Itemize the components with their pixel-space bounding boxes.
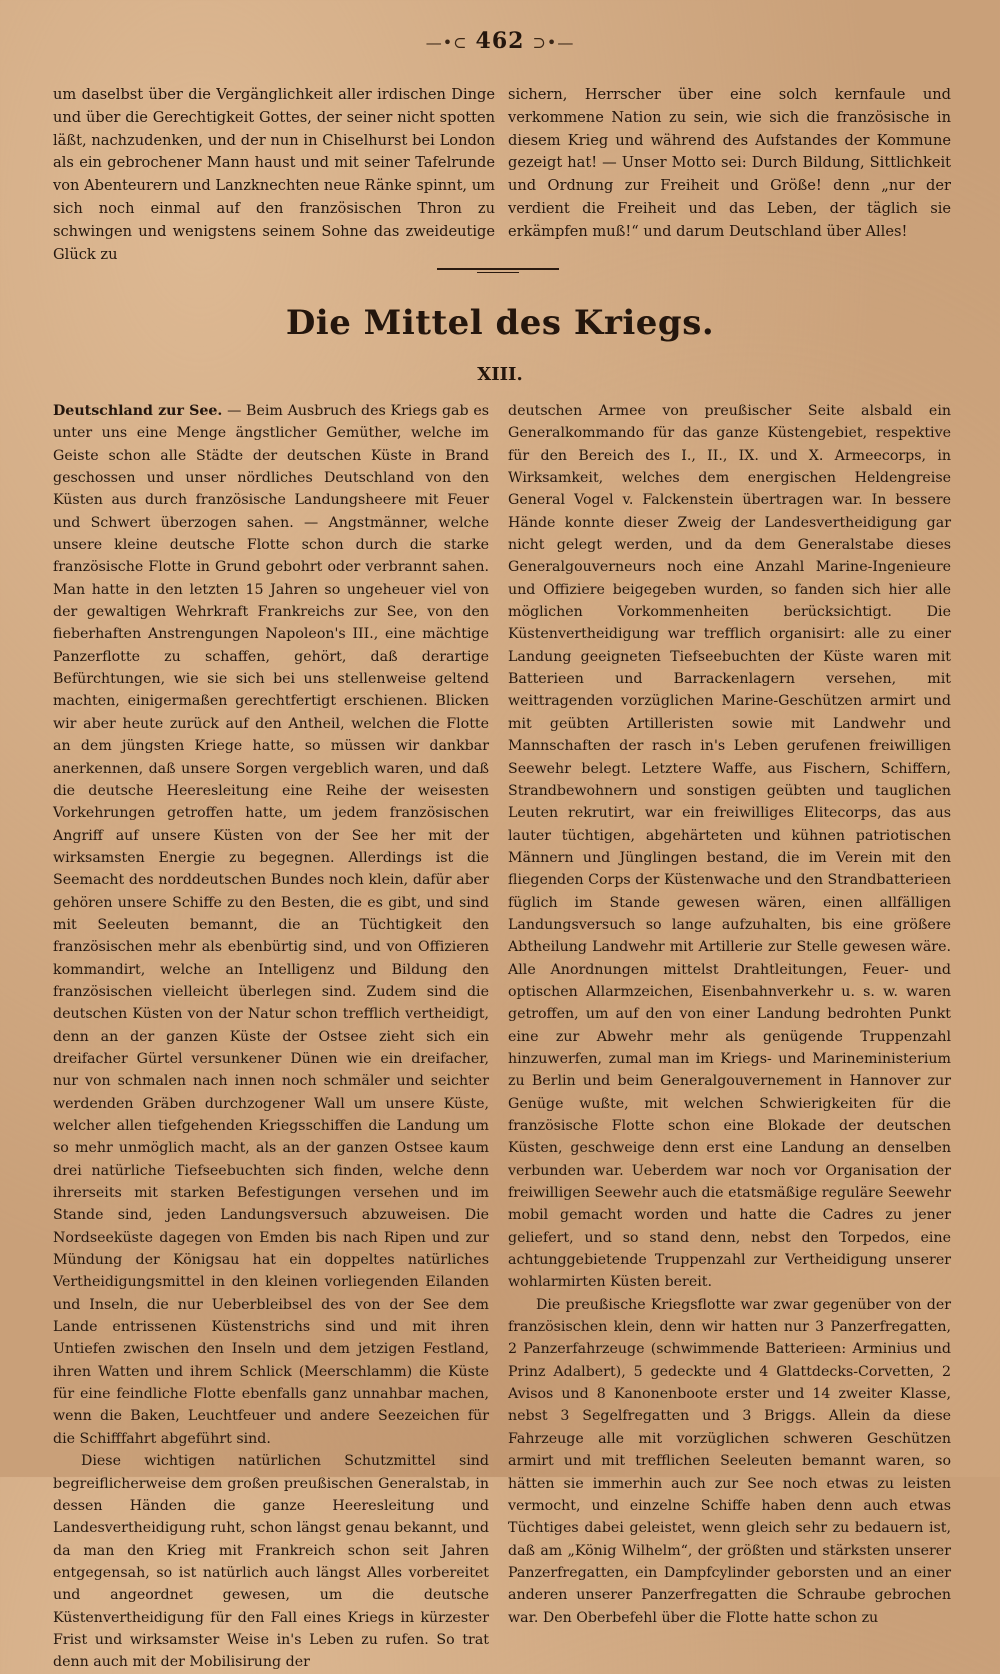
page-number-header xyxy=(0,28,1000,54)
article-title: Die Mittel des Kriegs. xyxy=(285,303,715,343)
article-left-p1: — Beim Ausbruch des Kriegs gab es unter uns eine Menge ängstlicher Gemüther, welche im Geiste schon alle Städte der deutschen Küste in Brand geschossen und unser nördliches Deutschland von den Küsten aus durch französische Landungsheere mit Feuer und Schwert überzogen sahen. — Angstmänner, welche unsere kleine deutsche Flotte schon durch die starke französische Flotte in Grund gebohrt oder verbrannt sahen. Man hatte in den letzten 15 Jahren so ungeheuer viel von der gewaltigen Wehrkraft Frankreichs zur See, von den fieberhaften Anstrengungen Napoleon's III., eine mächtige Panzerflotte zu schaffen, gehört, daß derartige Befürchtungen, wie sie sich bei uns stellenweise geltend machten, einigermaßen gerechtfertigt erschienen. Blicken wir aber heute zurück auf den Antheil, welchen die Flotte an dem jüngsten Kriege hatte, so müssen wir dankbar anerkennen, daß unsere Sorgen vergeblich waren, und daß die deutsche Heeresleitung eine Reihe der weisesten Vorkehrungen getroffen hatte, um jedem französischen Angriff auf unsere Küsten von der See her mit der wirksamsten Energie zu begegnen. Allerdings ist die Seemacht des norddeutschen Bundes noch klein, dafür aber gehören unsere Schiffe zu den Besten, die es gibt, und sind mit Seeleuten bemannt, die an Tüchtigkeit den französischen mehr als ebenbürtig sind, und von Offizieren kommandirt, welche an Intelligenz und Bildung den französischen vielleicht überlegen sind. Zudem sind die deutschen Küsten von der Natur schon trefflich vertheidigt, denn an der ganzen Küste der Ostsee zieht sich ein dreifacher Gürtel versunkener Dünen wie ein dreifacher, nur von schmalen nach innen noch schmäler und seichter werdenden Gräben durchzogener Wall um unsere Küste, welcher allen tiefgehenden Kriegsschiffen die Landung um so mehr unmöglich macht, als an der ganzen Ostsee kaum drei natürliche Tiefseebuchten sich finden, welche denn ihrerseits mit starken Befestigungen versehen und im Stande sind, jeden Landungsversuch abzuweisen. Die Nordseeküste dagegen von Emden bis nach Ripen und zur Mündung der Königsau hat ein doppeltes natürliches Vertheidigungsmittel in den kleinen vorliegenden Eilanden und Inseln, die nur Ueberbleibsel des von der See dem Lande entrissenen Küstenstrichs sind und mit ihren Untiefen zwischen den Inseln und dem jetzigen Festland, ihren Watten und ihrem Schlick (Meerschlamm) die Küste für eine feindliche Flotte ebenfalls ganz unnahbar machen, wenn die Baken, Leuchtfeuer und andere Seezeichen für die Schifffahrt abgeführt sind. xyxy=(53,403,489,1447)
article-paragraph xyxy=(53,400,489,1450)
top-right-column xyxy=(508,84,951,244)
top-left-paragraph: um daselbst über die Vergänglichkeit aller irdischen Dinge und über die Gerechtigkeit Gottes, der seiner nicht spotten läßt, nachzudenken, und der nun in Chiselhurst bei London als ein gebrochener Mann haust und mit seiner Tafelrunde von Abenteurern und Lanzknechten neue Ränke spinnt, um sich noch einmal auf den französischen Thron zu schwingen und wenigstens seinem Sohne das zweideutige Glück zu xyxy=(53,86,495,263)
ornament-right: ⊃•— xyxy=(532,33,575,52)
article-left-column xyxy=(53,400,489,1674)
article-right-p1: deutschen Armee von preußischer Seite alsbald ein Generalkommando für das ganze Küstengebiet, respektive für den Bereich des I., II., IX. und X. Armeecorps, in Wirksamkeit, welches dem energischen Heldengreise General Vogel v. Falckenstein übertragen war. In bessere Hände konnte dieser Zweig der Landesvertheidigung gar nicht gelegt werden, und da dem Generalstabe dieses Generalgouverneurs noch eine Anzahl Marine-Ingenieure und Offiziere beigegeben wurden, so fanden sich hier alle möglichen Vorkommenheiten berücksichtigt. Die Küstenvertheidigung war trefflich organisirt: alle zu einer Landung geeigneten Tiefseebuchten der Küste waren mit Batterieen und Barrackenlagern versehen, mit weittragenden vorzüglichen Marine-Geschützen armirt und mit geübten Artilleristen sowie mit Landwehr und Mannschaften der rasch in's Leben gerufenen freiwilligen Seewehr belegt. Letztere Waffe, aus Fischern, Schiffern, Strandbewohnern und sonstigen geübten und tauglichen Leuten rekrutirt, war ein freiwilliges Elitecorps, das aus lauter tüchtigen, abgehärteten und kühnen patriotischen Männern und Jünglingen bestand, die im Verein mit den fliegenden Corps der Küstenwache und den Strandbatterieen füglich im Stande gewesen wären, einen allfälligen Landungsversuch so lange aufzuhalten, bis eine größere Abtheilung Landwehr mit Artillerie zur Stelle gewesen wäre. Alle Anordnungen mittelst Drahtleitungen, Feuer- und optischen Allarmzeichen, Eisenbahnverkehr u. s. w. waren getroffen, um auf den von einer Landung bedrohten Punkt eine zur Abwehr mehr als genügende Truppenzahl hinzuwerfen, zumal man im Kriegs- und Marineministerium zu Berlin und beim Generalgouvernement in Hannover zur Genüge wußte, mit welchen Schwierigkeiten für die französische Flotte schon eine Blokade der deutschen Küsten, geschweige denn erst eine Landung an denselben verbunden war. Ueberdem war noch vor Organisation der freiwilligen Seewehr auch die etatsmäßige reguläre Seewehr mobil gemacht worden und hatte die Cadres zu jener geliefert, und so stand denn, nebst den Torpedos, eine achtunggebietende Truppenzahl zur Vertheidigung unserer wohlarmirten Küsten bereit. xyxy=(508,403,951,1291)
top-left-column xyxy=(53,84,495,266)
ornament-left: —•⊂ xyxy=(425,33,468,52)
article-lead: Deutschland zur See. xyxy=(53,403,223,419)
page-number: 462 xyxy=(475,28,525,54)
article-left-p2: Diese wichtigen natürlichen Schutzmittel sind begreiflicherweise dem großen preußischen Generalstab, in dessen Händen die ganze Heeresleitung und Landesvertheidigung ruht, schon längst genau bekannt, und da man den Krieg mit Frankreich schon seit Jahren entgegensah, so ist natürlich auch längst Alles vorbereitet und angeordnet gewesen, um die deutsche Küstenvertheidigung für den Fall eines Kriegs in kürzester Frist und wirksamster Weise in's Leben zu rufen. So trat denn auch mit der Mobilisirung der xyxy=(53,1453,489,1671)
top-right-paragraph: sichern, Herrscher über eine solch kernfaule und verkommene Nation zu sein, wie sich die französische in diesem Krieg und während des Aufstandes der Kommune gezeigt hat! — Unser Motto sei: Durch Bildung, Sittlichkeit und Ordnung zur Freiheit und Größe! denn „nur der verdient die Freiheit und das Leben, der täglich sie erkämpfen muß!“ und darum Deutschland über Alles! xyxy=(508,86,951,240)
article-right-p2: Die preußische Kriegsflotte war zwar gegenüber von der französischen klein, denn wir hatten nur 3 Panzerfregatten, 2 Panzerfahrzeuge (schwimmende Batterieen: Arminius und Prinz Adalbert), 5 gedeckte und 4 Glattdecks-Corvetten, 2 Avisos und 8 Kanonenboote erster und 14 zweiter Klasse, nebst 3 Segelfregatten und 3 Briggs. Allein da diese Fahrzeuge alle mit vorzüglichen schweren Geschützen armirt und mit trefflichen Seeleuten bemannt waren, so hätten sie immerhin auch zur See noch etwas zu leisten vermocht, und einzelne Schiffe haben denn auch etwas Tüchtiges dabei geleistet, wenn gleich sehr zu bedauern ist, daß am „König Wilhelm“, der größten und stärksten unserer Panzerfregatten, ein Dampfcylinder geborsten und an einer anderen unserer Panzerfregatten die Schraube gebrochen war. Den Oberbefehl über die Flotte hatte schon zu xyxy=(508,1296,951,1626)
article-numeral: XIII. xyxy=(477,364,523,385)
section-divider xyxy=(437,268,559,270)
article-right-column xyxy=(508,400,951,1629)
